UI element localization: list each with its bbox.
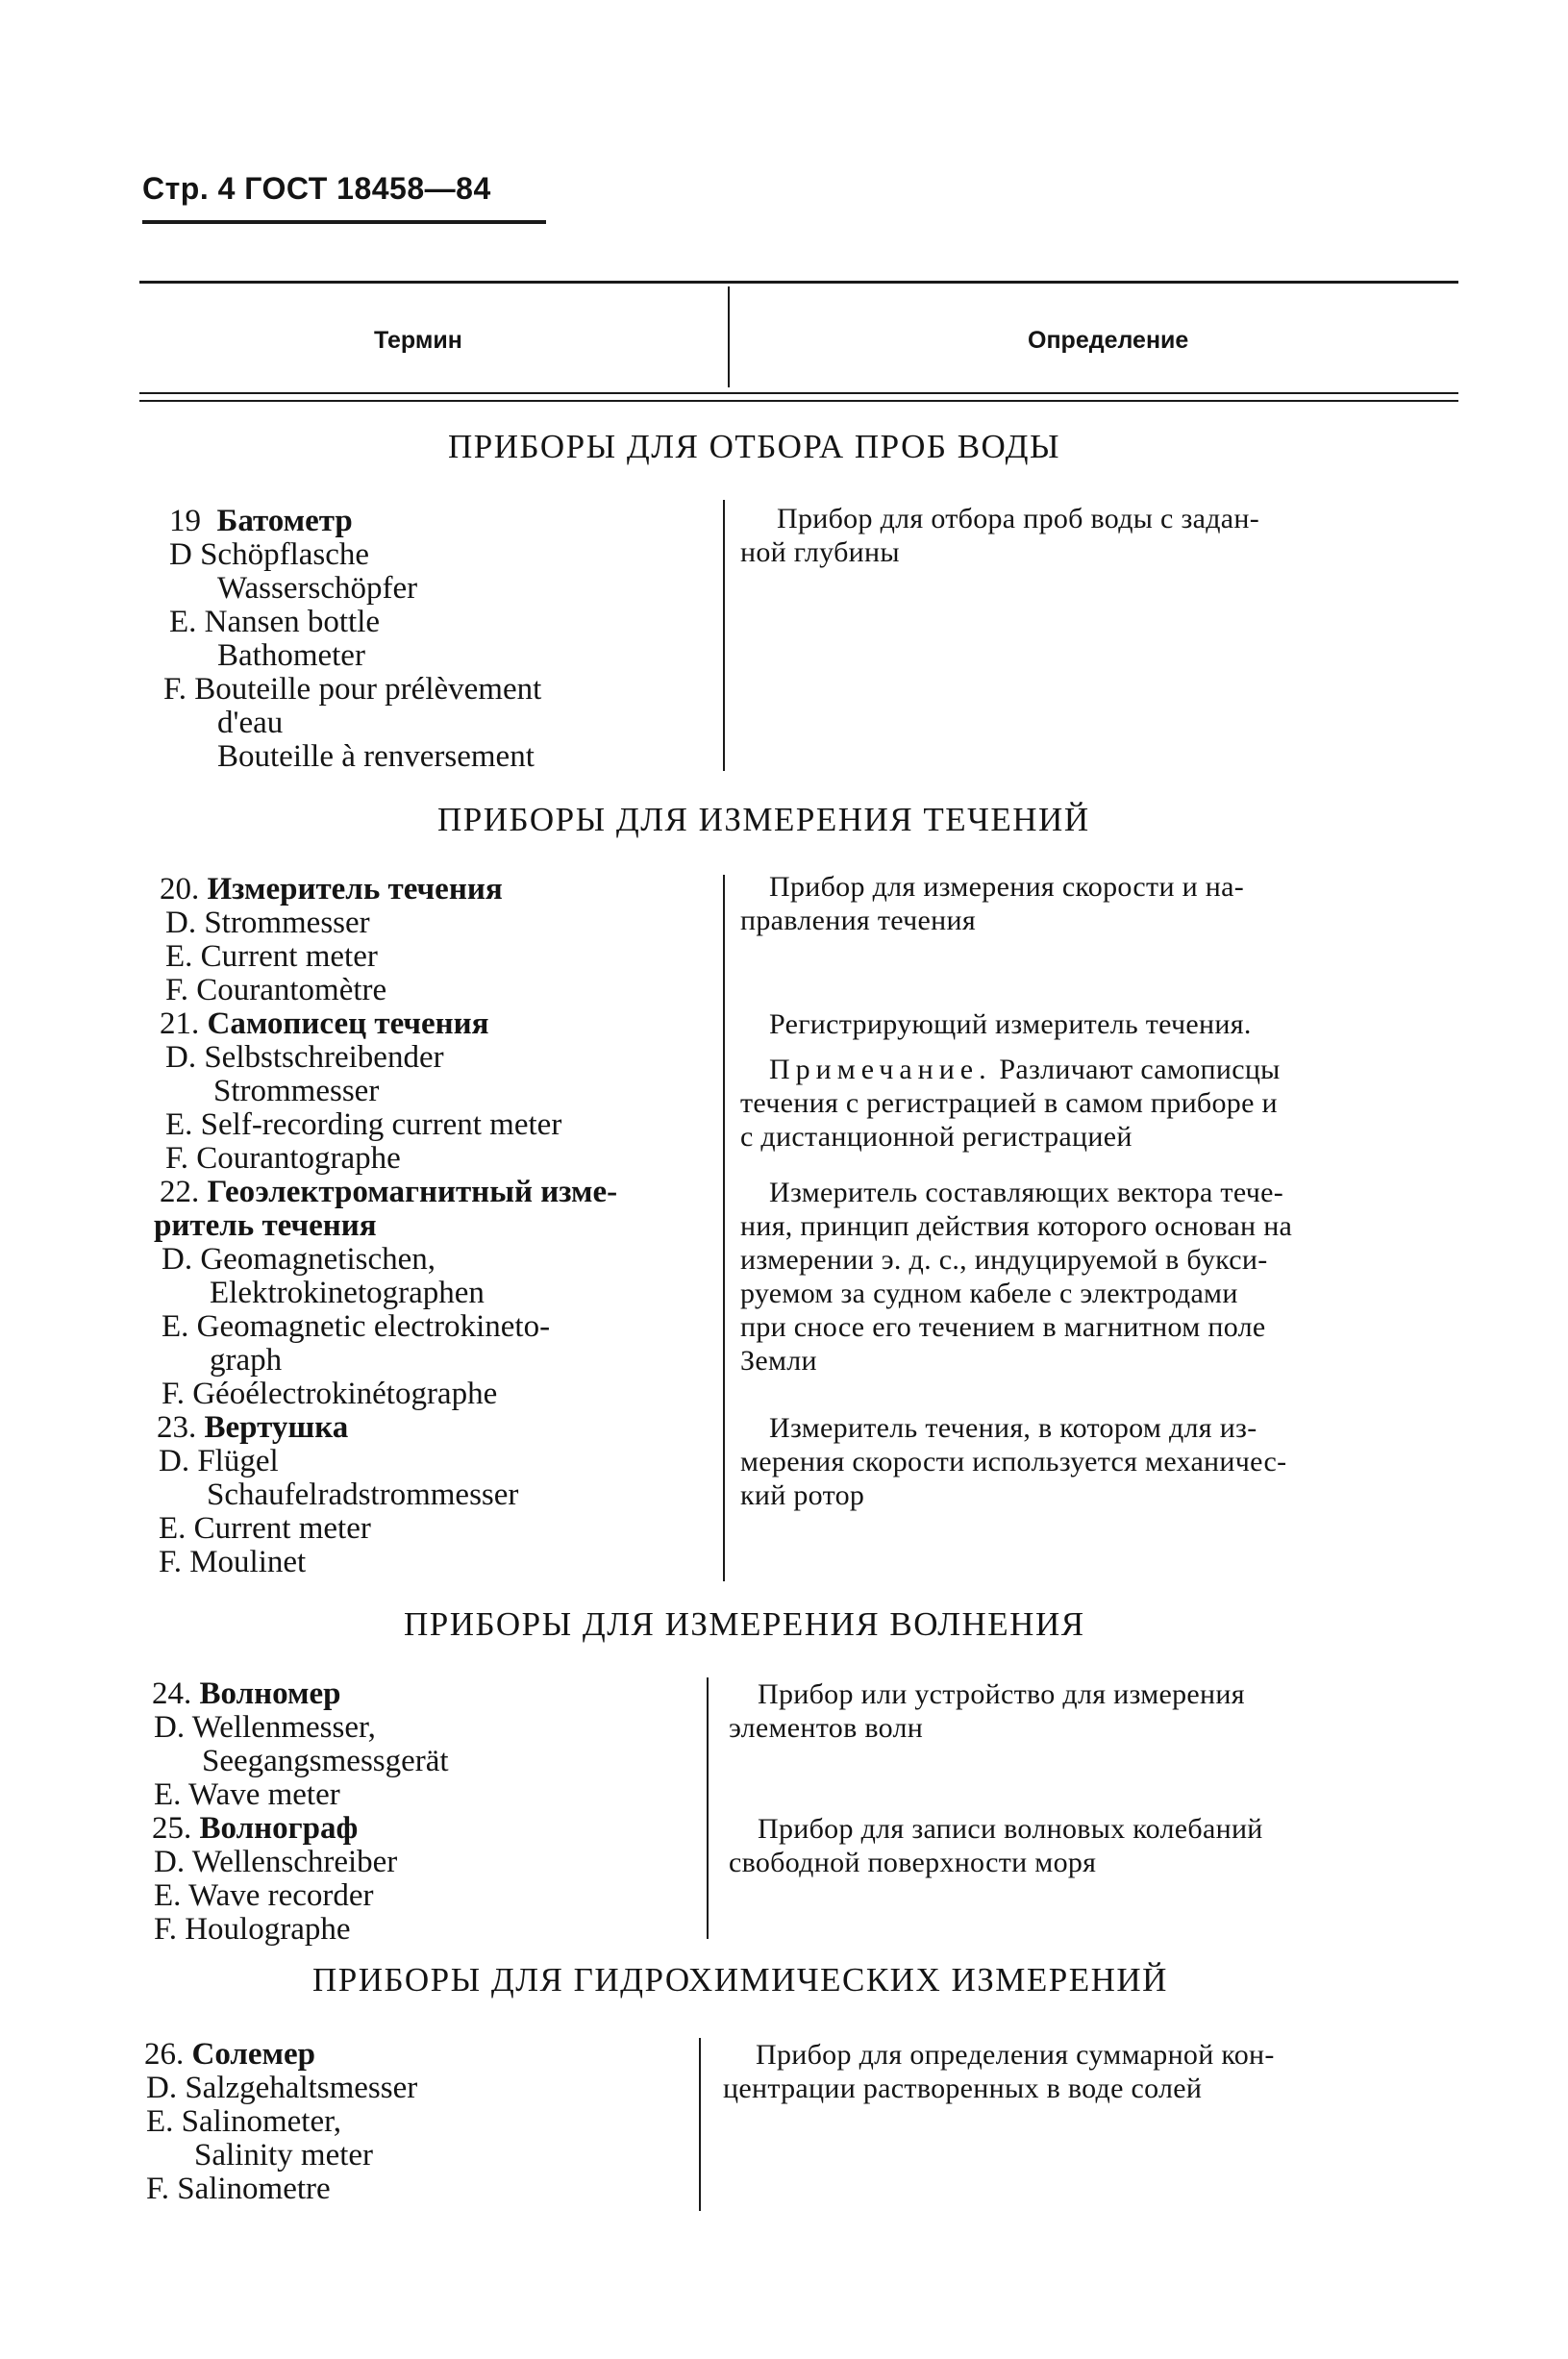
note-text: Различают самописцы	[991, 1054, 1281, 1085]
term-line: F. Salinometre	[146, 2172, 331, 2206]
term-line: E. Geomagnetic electrokineto-	[162, 1309, 551, 1344]
term-20	[160, 873, 503, 1007]
term-line: E. Salinometer,	[146, 2104, 342, 2139]
definition-23	[740, 1411, 1456, 1512]
definition-line: правления течения	[740, 905, 976, 936]
term-line: D Schöpflasche	[169, 537, 370, 572]
definition-note-line	[740, 1053, 1456, 1086]
term-line: Schaufelradstrommesser	[207, 1477, 519, 1512]
definition-line: Прибор для измерения скорости и на-	[769, 871, 1245, 903]
definition-line: Измеритель течения, в котором для из-	[769, 1412, 1257, 1444]
term-line: F. Courantographe	[165, 1141, 401, 1176]
term-line: D. Flügel	[159, 1444, 279, 1478]
column-header-term: Термин	[374, 327, 462, 354]
term-line: E. Nansen bottle	[169, 605, 381, 639]
table-top-rule	[139, 281, 1458, 284]
definition-line: измерении э. д. с., индуцируемой в букси-	[740, 1244, 1268, 1276]
definition-line: свободной поверхности моря	[729, 1847, 1097, 1878]
term-line: Seegangsmessgerät	[202, 1744, 449, 1778]
definition-20	[740, 870, 1456, 937]
page-header: Стр. 4 ГОСТ 18458—84	[142, 171, 491, 206]
term-line: D. Salzgehaltsmesser	[146, 2071, 418, 2105]
term-line: Bathometer	[217, 638, 365, 673]
term-19	[163, 504, 542, 774]
term-number: 25.	[152, 1811, 192, 1846]
header-double-rule-bottom	[139, 400, 1458, 402]
term-line: Strommesser	[213, 1074, 380, 1108]
term-name: Измеритель течения	[207, 872, 503, 906]
term-number: 24.	[152, 1676, 192, 1711]
term-name: Волнограф	[199, 1811, 359, 1846]
definition-line: руемом за судном кабеле с электродами	[740, 1278, 1238, 1309]
term-line: graph	[210, 1343, 283, 1378]
definition-line: Земли	[740, 1345, 817, 1377]
column-header-definition: Определение	[1028, 327, 1189, 354]
term-22	[154, 1175, 618, 1411]
term-name: Самописец течения	[207, 1006, 489, 1041]
term-line: D. Strommesser	[165, 906, 370, 940]
term-number: 20.	[160, 872, 200, 906]
definition-line: течения с регистрацией в самом приборе и	[740, 1087, 1278, 1119]
term-line: Elektrokinetographen	[210, 1276, 485, 1310]
term-line: E. Current meter	[159, 1511, 371, 1546]
definition-24	[729, 1677, 1459, 1745]
term-line: d'eau	[217, 706, 284, 740]
term-line: D. Geomagnetischen,	[162, 1242, 436, 1277]
definition-line: Измеритель составляющих вектора тече-	[769, 1177, 1283, 1208]
definition-line: Прибор для отбора проб воды с задан-	[777, 503, 1260, 534]
term-number: 22.	[160, 1175, 200, 1209]
section-title-waves: ПРИБОРЫ ДЛЯ ИЗМЕРЕНИЯ ВОЛНЕНИЯ	[404, 1605, 1085, 1643]
definition-line: Прибор или устройство для измерения	[758, 1678, 1245, 1710]
term-number: 26.	[144, 2037, 185, 2072]
definition-25	[729, 1812, 1459, 1879]
term-line: F. Houlographe	[154, 1912, 351, 1947]
term-line: E. Wave recorder	[154, 1878, 374, 1913]
definition-line: элементов волн	[729, 1712, 924, 1744]
definition-line: при сносе его течением в магнитном поле	[740, 1311, 1266, 1343]
definition-line: центрации растворенных в воде солей	[723, 2073, 1203, 2104]
term-line: Wasserschöpfer	[217, 571, 418, 606]
term-line: E. Self-recording current meter	[165, 1107, 562, 1142]
term-line: D. Wellenschreiber	[154, 1845, 398, 1879]
definition-line: кий ротор	[740, 1479, 865, 1511]
section-title-hydrochemical: ПРИБОРЫ ДЛЯ ГИДРОХИМИЧЕСКИХ ИЗМЕРЕНИЙ	[312, 1961, 1168, 1999]
term-line: F. Géoélectrokinétographe	[162, 1377, 498, 1411]
definition-19	[740, 502, 1456, 569]
term-line: E. Wave meter	[154, 1777, 340, 1812]
term-25	[152, 1812, 397, 1947]
term-name: Батометр	[216, 504, 353, 538]
header-double-rule-top	[139, 392, 1458, 394]
term-21	[160, 1007, 561, 1176]
section-title-currents: ПРИБОРЫ ДЛЯ ИЗМЕРЕНИЯ ТЕЧЕНИЙ	[437, 801, 1090, 838]
header-column-divider	[728, 286, 730, 387]
term-name: Солемер	[191, 2037, 316, 2072]
definition-line: мерения скорости используется механичес-	[740, 1446, 1287, 1477]
section-title-water-sampling: ПРИБОРЫ ДЛЯ ОТБОРА ПРОБ ВОДЫ	[448, 428, 1060, 465]
term-name: Геоэлектромагнитный изме-	[207, 1175, 618, 1209]
term-name: Вертушка	[204, 1410, 349, 1445]
term-number: 21.	[160, 1006, 200, 1041]
term-23	[157, 1411, 518, 1579]
column-divider	[707, 1677, 709, 1939]
term-line: F. Courantomètre	[165, 973, 387, 1007]
definition-line: Прибор для определения суммарной кон-	[756, 2039, 1275, 2071]
definition-line: ния, принцип действия которого основан на	[740, 1210, 1293, 1242]
definition-26	[723, 2038, 1458, 2105]
column-divider	[699, 2038, 701, 2211]
definition-line: ной глубины	[740, 536, 900, 568]
column-divider	[723, 875, 725, 1581]
term-26	[144, 2038, 417, 2206]
definition-line: Регистрирующий измеритель течения.	[769, 1008, 1252, 1040]
note-label: Примечание.	[769, 1054, 992, 1085]
definition-22	[740, 1176, 1456, 1378]
term-name: Волномер	[199, 1676, 341, 1711]
header-underline	[142, 220, 546, 224]
definition-21	[740, 1007, 1456, 1154]
term-number: 19	[169, 504, 201, 538]
term-line: D. Selbstschreibender	[165, 1040, 444, 1075]
definition-line: Прибор для записи волновых колебаний	[758, 1813, 1263, 1845]
term-number: 23.	[157, 1410, 197, 1445]
column-divider	[723, 500, 725, 771]
term-line: F. Moulinet	[159, 1545, 307, 1579]
term-line: F. Bouteille pour prélèvement	[163, 672, 542, 707]
term-line: D. Wellenmesser,	[154, 1710, 376, 1745]
term-line: E. Current meter	[165, 939, 378, 974]
term-line: Bouteille à renversement	[217, 739, 535, 774]
term-name-continued: ритель течения	[154, 1208, 377, 1243]
definition-line: с дистанционной регистрацией	[740, 1121, 1132, 1153]
term-line: Salinity meter	[194, 2138, 374, 2173]
term-24	[152, 1677, 449, 1812]
